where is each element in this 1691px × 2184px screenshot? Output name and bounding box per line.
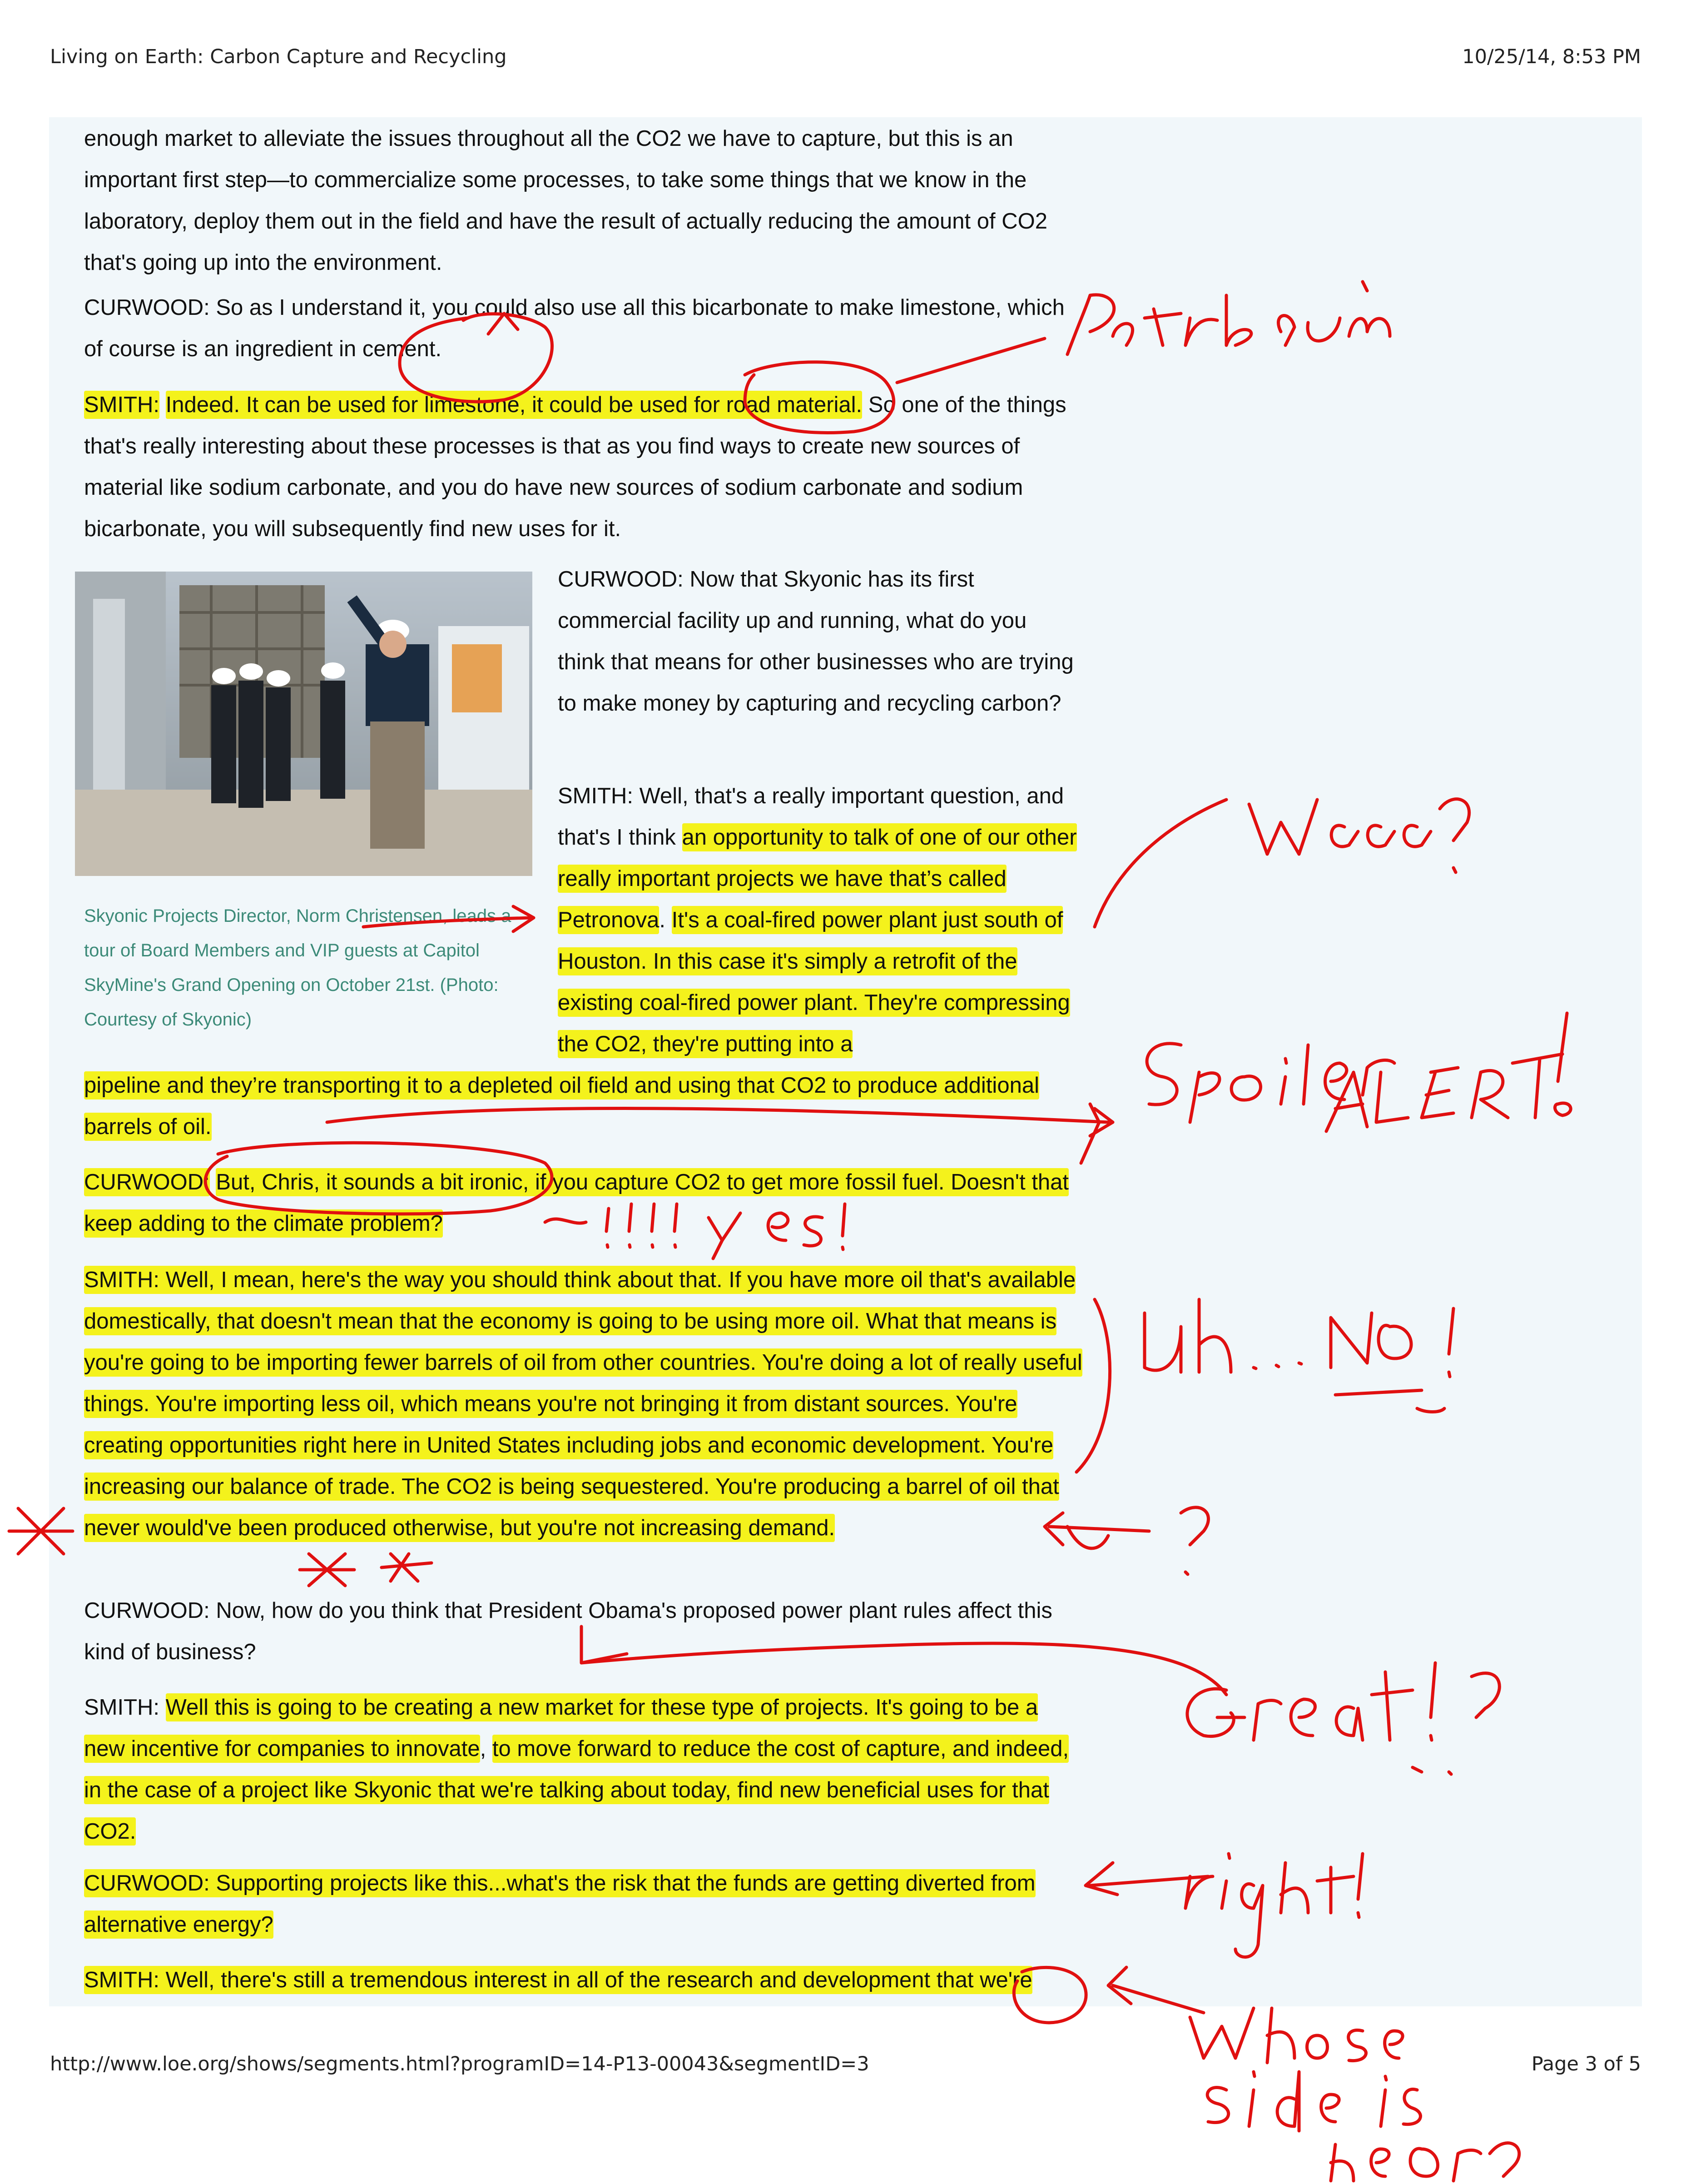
paragraph-text: ,: [480, 1736, 492, 1761]
circle-annotation-were: [1014, 1967, 1086, 2023]
arrow-to-question: [1045, 1513, 1149, 1548]
page-header-datetime: 10/25/14, 8:53 PM: [1462, 45, 1641, 68]
paragraph-curwood-question: CURWOOD: Now that Skyonic has its first commercial facility up and running, what do you think that means for other businesses who are trying to make money by capturing and recycling carbon?: [558, 567, 1074, 716]
handwritten-uh-no: [1145, 1299, 1453, 1412]
paragraph-curwood-limestone: CURWOOD: So as I understand it, you could also use all this bicarbonate to make limestone, which of course is an ingredient in cement.: [84, 295, 1065, 361]
arrow-pipeline-right: [327, 1109, 1113, 1136]
paragraph-text: .: [659, 908, 665, 932]
arrow-great: [581, 1627, 1226, 1695]
page-footer-url: http://www.loe.org/shows/segments.html?programID=14-P13-00043&segmentID=3: [50, 2053, 869, 2075]
page-header-title: Living on Earth: Carbon Capture and Recycling: [50, 45, 507, 68]
asterisk-mark: [300, 1554, 354, 1586]
handwritten-yes: [606, 1204, 845, 1259]
tilde-mark: [545, 1219, 586, 1223]
arrow-caption-to-text: [363, 906, 534, 931]
highlight: an opportunity to talk of one of our other really important projects we have that’s called Petronova: [558, 823, 1077, 934]
highlight: It's a coal-fired power plant just south of Houston. In this case it's simply a retrofit of the existing coal-fired power plant. They're compressing the CO2, they're putting into a: [558, 906, 1070, 1058]
paragraph-text: SMITH: Well, that's a really important question, and that's I think: [558, 784, 1064, 850]
highlight: SMITH: Well, there's still a tremendous interest in all of the research and development that we're: [84, 1966, 1032, 1994]
paragraph-text: SMITH:: [84, 1695, 166, 1720]
bracket-line-waaa: [1095, 800, 1226, 927]
handwritten-petroleum: [1067, 282, 1390, 354]
circle-annotation-road-material: [745, 362, 894, 433]
asterisk-mark: [9, 1508, 73, 1554]
paragraph-curwood-obama: CURWOOD: Now, how do you think that President Obama's proposed power plant rules affect this kind of business?: [84, 1598, 1052, 1664]
highlight: SMITH: Well, I mean, here's the way you should think about that. If you have more oil that's available domestically, that doesn't mean that the economy is going to be using more oil. What that means is you're going to be importing fewer barrels of oil from other countries. You're doing a lot of really useful things. You're importing less oil, which means you're not bringing it from distant sources. You're creating opportunities right here in United States including jobs and economic development. You're increasing our balance of trade. The CO2 is being sequestered. You're producing a barrel of oil that never would've been produced otherwise, but you're not increasing demand.: [84, 1266, 1082, 1542]
paragraph-text: So one of the things that's really interesting about these processes is that as you find ways to create new sources of material like sodium carbonate, and you do have new sources of sodium carbonate and sodium bicarbonate, you will subsequently find new uses for it.: [84, 393, 1066, 541]
handwritten-waaa: [1249, 799, 1469, 872]
highlight: CURWOOD: Supporting projects like this...what's the risk that the funds are getting diverted from alternative energy?: [84, 1869, 1036, 1939]
photo-caption: Skyonic Projects Director, Norm Christensen, leads a tour of Board Members and VIP guests at Capitol SkyMine's Grand Opening on October 21st. (Photo: Courtesy of Skyonic): [84, 906, 511, 1030]
handwritten-great: [1187, 1663, 1499, 1774]
asterisk-mark: [382, 1554, 431, 1581]
circle-annotation-cement: [400, 314, 552, 402]
handwritten-whose-side: [1190, 2008, 1519, 2184]
highlight: SMITH:: [84, 391, 159, 419]
circle-annotation-ironic: [205, 1143, 552, 1214]
line-to-petroleum: [897, 338, 1045, 383]
page-footer-page-number: Page 3 of 5: [1531, 2053, 1641, 2075]
highlight: But, Chris, it sounds a bit ironic, if you capture CO2 to get more fossil fuel. Doesn't that keep adding to the climate problem?: [84, 1168, 1069, 1238]
highlight: to move forward to reduce the cost of capture, and indeed, in the case of a project like Skyonic that we're talking about today, find new beneficial uses for that CO2.: [84, 1735, 1069, 1846]
arrow-whose-side: [1108, 1967, 1204, 2013]
handwritten-alert: [1326, 1013, 1571, 1131]
highlight: CURWOOD:: [84, 1168, 210, 1196]
highlight: Well this is going to be creating a new market for these type of projects. It's going to be a new incentive for companies to innovate: [84, 1693, 1038, 1763]
handwritten-question: [1181, 1507, 1208, 1574]
bracket-uh-no: [1076, 1299, 1110, 1472]
paragraph-intro: enough market to alleviate the issues throughout all the CO2 we have to capture, but this is an important first step—to commercialize some processes, to take some things that we know in the laboratory, deploy them out in the field and have the result of actually reducing the amount of CO2 that's going up into the environment.: [84, 126, 1047, 275]
handwritten-right: [1185, 1854, 1363, 1957]
highlight: pipeline and they’re transporting it to a depleted oil field and using that CO2 to produce additional barrels of oil.: [84, 1071, 1039, 1141]
highlight: Indeed. It can be used for limestone, it could be used for road material.: [166, 391, 863, 419]
